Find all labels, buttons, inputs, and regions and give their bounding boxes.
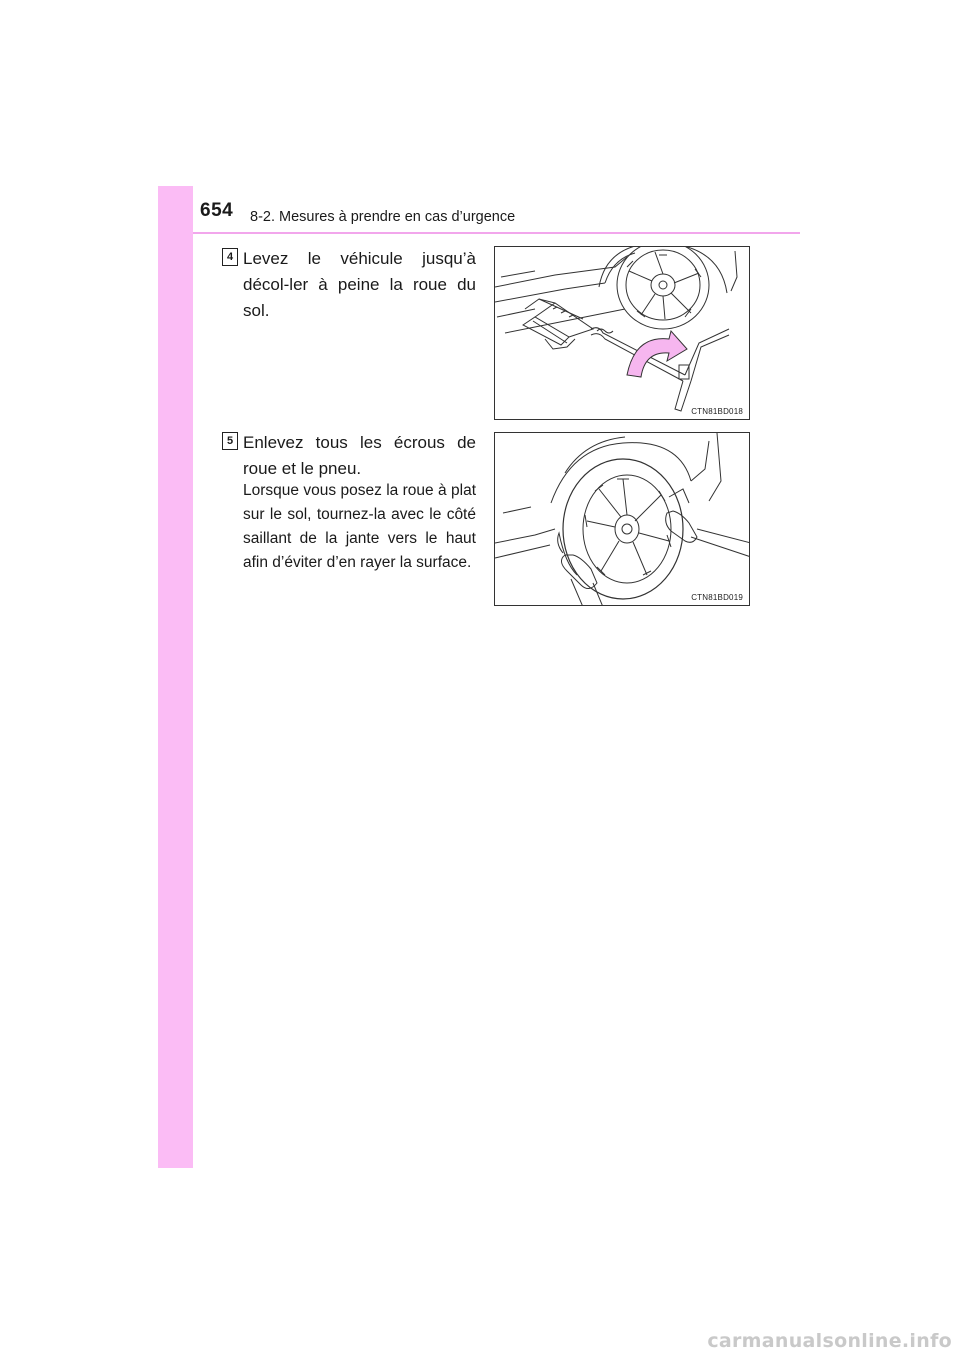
chapter-side-band (158, 186, 193, 1168)
step-4-text: Levez le véhicule jusqu’à décol-ler à peine la roue du sol. (243, 249, 476, 320)
rotation-arrow (627, 331, 687, 377)
section-title: 8-2. Mesures à prendre en cas d’urgence (250, 209, 516, 225)
jack-lifting-illustration (495, 247, 750, 420)
page-number: 654 (200, 200, 234, 221)
step-number-5: 5 (222, 432, 238, 450)
figure-jack-lifting (494, 246, 750, 420)
figure-wheel-removal (494, 432, 750, 606)
watermark: carmanualsonline.info (707, 1330, 952, 1352)
wheel-removal-illustration (495, 433, 750, 606)
step-number-4: 4 (222, 248, 238, 266)
header-rule (193, 232, 800, 234)
step-5-note: Lorsque vous posez la roue à plat sur le sol, tournez-la avec le côté saillant de la jante vers le haut afin d’éviter d’en rayer la surface. (243, 482, 476, 571)
figure-code-5: CTN81BD019 (691, 593, 743, 602)
figure-code-4: CTN81BD018 (691, 407, 743, 416)
step-5-text: Enlevez tous les écrous de roue et le pneu. (243, 433, 476, 478)
